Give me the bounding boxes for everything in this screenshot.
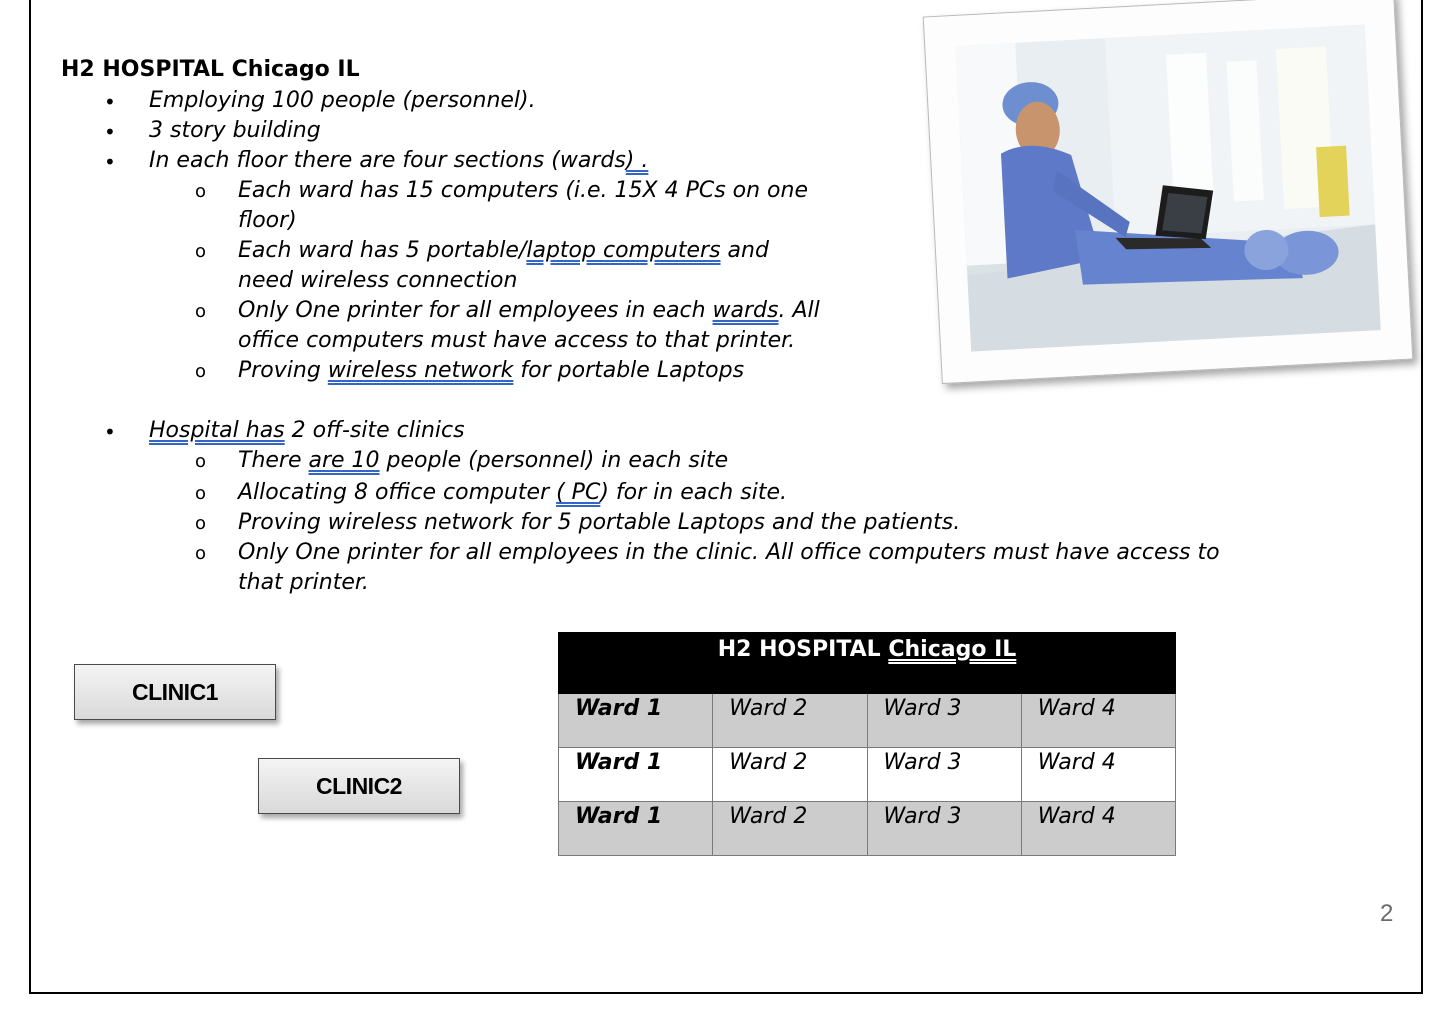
sub-bullet-glyph: o: [195, 513, 207, 534]
bullet-glyph: •: [104, 90, 116, 114]
table-cell: Ward 2: [713, 802, 867, 856]
table-cell: Ward 3: [867, 748, 1021, 802]
bullet-glyph: •: [104, 120, 116, 144]
bullet-employees: Employing 100 people (personnel).: [149, 88, 536, 113]
doctor-photo-frame: [922, 0, 1420, 390]
table-cell: Ward 2: [713, 694, 867, 748]
sub-ward-printer-line1: Only One printer for all employees in each wards. All: [238, 298, 820, 323]
sub-bullet-glyph: o: [195, 451, 207, 472]
table-cell: Ward 1: [559, 802, 713, 856]
bullet-floors: In each floor there are four sections (wards) .: [149, 148, 649, 173]
table-cell: Ward 3: [867, 802, 1021, 856]
clinic2-box: CLINIC2: [258, 758, 460, 814]
table-title: H2 HOSPITAL Chicago IL: [559, 633, 1176, 694]
table-row: [559, 694, 1176, 748]
table-cell: Ward 1: [559, 694, 713, 748]
bullet-clinics: Hospital has 2 off-site clinics: [149, 418, 465, 443]
hospital-wards-table: [558, 632, 1176, 856]
table-cell: Ward 4: [1021, 694, 1175, 748]
clinic1-box: CLINIC1: [74, 664, 276, 720]
sub-ward-wireless: Proving wireless network for portable Laptops: [238, 358, 745, 383]
sub-bullet-glyph: o: [195, 301, 207, 322]
sub-bullet-glyph: o: [195, 241, 207, 262]
bullet-building: 3 story building: [149, 118, 321, 143]
sub-clinic-printer-line2: that printer.: [238, 570, 369, 595]
sub-clinic-people: There are 10 people (personnel) in each site: [238, 448, 729, 473]
sub-ward-printer-line2: office computers must have access to that printer.: [238, 328, 796, 353]
bullet-glyph: •: [104, 420, 116, 444]
table-cell: Ward 3: [867, 694, 1021, 748]
sub-bullet-glyph: o: [195, 361, 207, 382]
photo-card: [923, 0, 1414, 384]
sub-ward-laptops-line2: need wireless connection: [238, 268, 518, 293]
bullet-glyph: •: [104, 150, 116, 174]
page-heading: H2 HOSPITAL Chicago IL: [61, 57, 360, 82]
doctor-illustration: [955, 24, 1380, 351]
table-row: [559, 802, 1176, 856]
sub-bullet-glyph: o: [195, 483, 207, 504]
table-row: [559, 748, 1176, 802]
page-number: 2: [1380, 900, 1394, 927]
sub-clinic-printer-line1: Only One printer for all employees in the clinic. All office computers must have access to: [238, 540, 1220, 565]
sub-bullet-glyph: o: [195, 181, 207, 202]
table-cell: Ward 4: [1021, 748, 1175, 802]
table-cell: Ward 2: [713, 748, 867, 802]
table-cell: Ward 1: [559, 748, 713, 802]
sub-clinic-computers: Allocating 8 office computer ( PC) for in each site.: [238, 480, 787, 505]
sub-ward-computers-line2: floor): [238, 208, 297, 233]
sub-ward-laptops-line1: Each ward has 5 portable/laptop computers and: [238, 238, 769, 263]
sub-ward-computers-line1: Each ward has 15 computers (i.e. 15X 4 PCs on one: [238, 178, 808, 203]
doctor-with-laptop-photo: [955, 24, 1380, 351]
table-cell: Ward 4: [1021, 802, 1175, 856]
sub-clinic-wireless: Proving wireless network for 5 portable Laptops and the patients.: [238, 510, 961, 535]
sub-bullet-glyph: o: [195, 543, 207, 564]
